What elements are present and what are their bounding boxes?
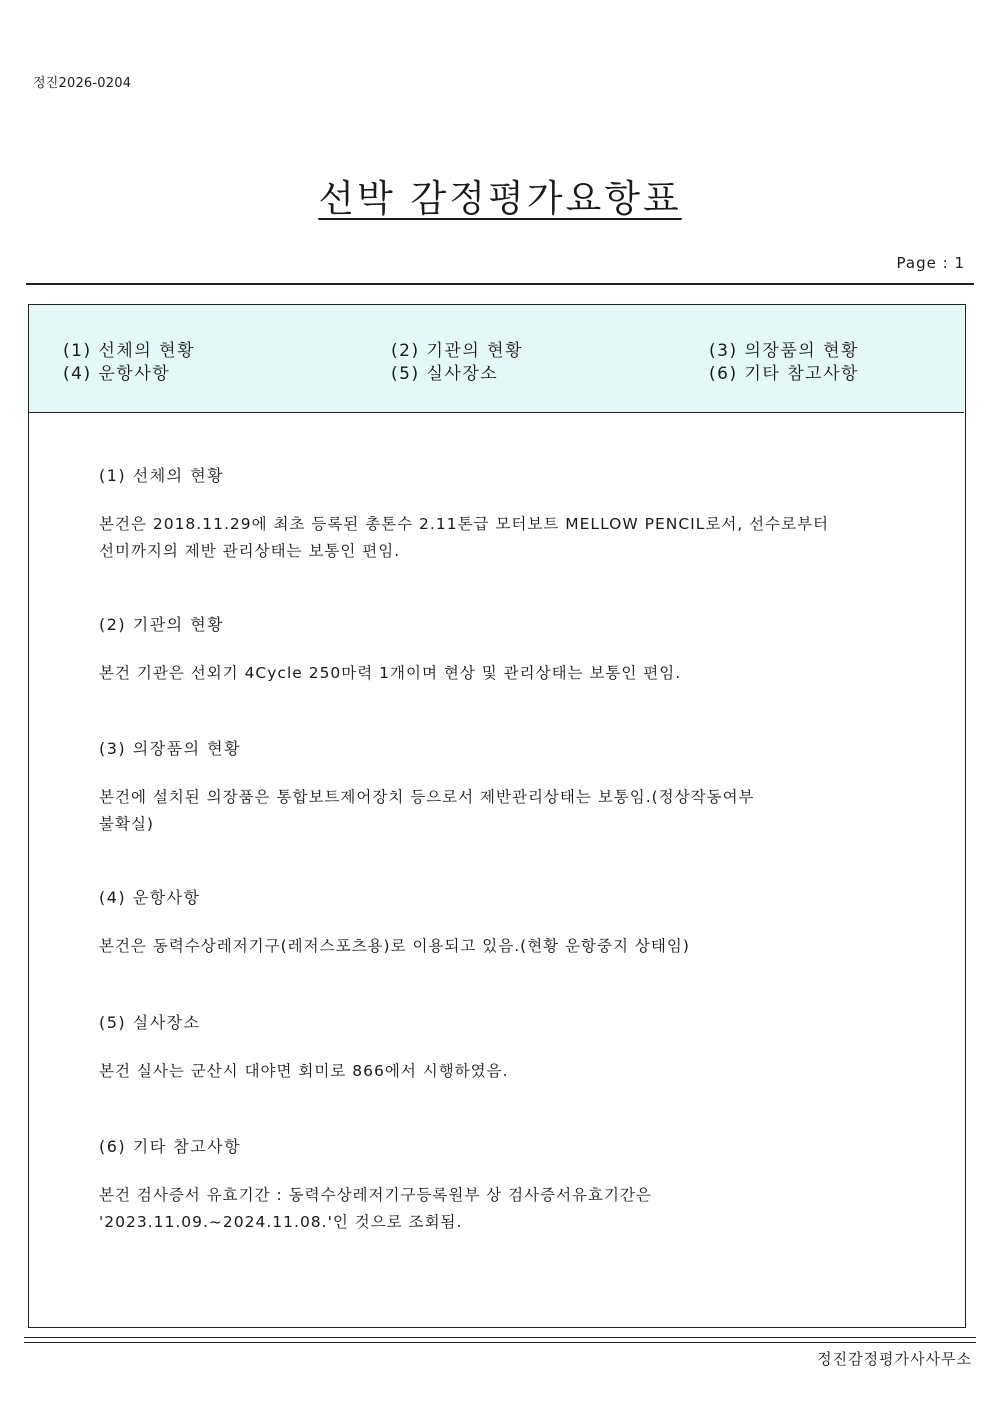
section-body (99, 1182, 919, 1236)
toc-item-operation: (4) 운항사항 (63, 364, 171, 384)
toc-item-hull: (1) 선체의 현황 (63, 341, 195, 361)
table-of-contents (29, 305, 964, 413)
toc-item-inspection-site: (5) 실사장소 (391, 364, 499, 384)
office-name: 정진감정평가사사무소 (817, 1350, 972, 1368)
toc-item-other-notes: (6) 기타 참고사항 (709, 364, 859, 384)
section-other-notes (99, 1134, 919, 1236)
footer-divider (24, 1337, 976, 1338)
section-body (99, 933, 919, 960)
section-hull (99, 463, 919, 565)
body-line: 본건에 설치된 의장품은 통합보트제어장치 등으로서 제반관리상태는 보통임.(정상작동여부 (99, 788, 755, 806)
section-heading: (4) 운항사항 (99, 888, 201, 907)
header-divider (26, 283, 974, 285)
section-equipment (99, 736, 919, 838)
section-body (99, 660, 919, 687)
section-body (99, 1058, 919, 1085)
document-number: 정진2026-0204 (33, 76, 132, 91)
section-heading: (3) 의장품의 현황 (99, 739, 242, 758)
body-line: 본건 기관은 선외기 4Cycle 250마력 1개이며 현상 및 관리상태는 보통인 편임. (99, 664, 682, 682)
toc-item-engine: (2) 기관의 현황 (391, 341, 523, 361)
section-body (99, 784, 919, 838)
section-heading: (5) 실사장소 (99, 1013, 201, 1032)
body-line: 본건 실사는 군산시 대야면 회미로 866에서 시행하였음. (99, 1062, 509, 1080)
section-heading: (1) 선체의 현황 (99, 466, 225, 485)
body-line: 선미까지의 제반 관리상태는 보통인 편임. (99, 542, 401, 560)
page-title (0, 168, 1000, 222)
section-engine (99, 612, 919, 687)
section-heading: (6) 기타 참고사항 (99, 1137, 242, 1156)
section-heading: (2) 기관의 현황 (99, 615, 225, 634)
body-line: 본건은 2018.11.29에 최초 등록된 총톤수 2.11톤급 모터보트 MELLOW PENCIL로서, 선수로부터 (99, 515, 830, 533)
body-line: 본건은 동력수상레저기구(레저스포츠용)로 이용되고 있음.(현황 운항중지 상태임) (99, 937, 690, 955)
page-title-text: 선박 감정평가요항표 (318, 177, 682, 220)
page-indicator: Page : 1 (896, 254, 965, 272)
section-body (99, 511, 919, 565)
footer-divider-double (24, 1342, 976, 1343)
body-line: 본건 검사증서 유효기간 : 동력수상레저기구등록원부 상 검사증서유효기간은 (99, 1186, 652, 1204)
toc-item-equipment: (3) 의장품의 현황 (709, 341, 859, 361)
content-frame (28, 304, 966, 1328)
body-line: 불확실) (99, 815, 154, 833)
body-line: '2023.11.09.~2024.11.08.'인 것으로 조회됨. (99, 1213, 463, 1231)
section-inspection-site (99, 1010, 919, 1085)
section-operation (99, 885, 919, 960)
